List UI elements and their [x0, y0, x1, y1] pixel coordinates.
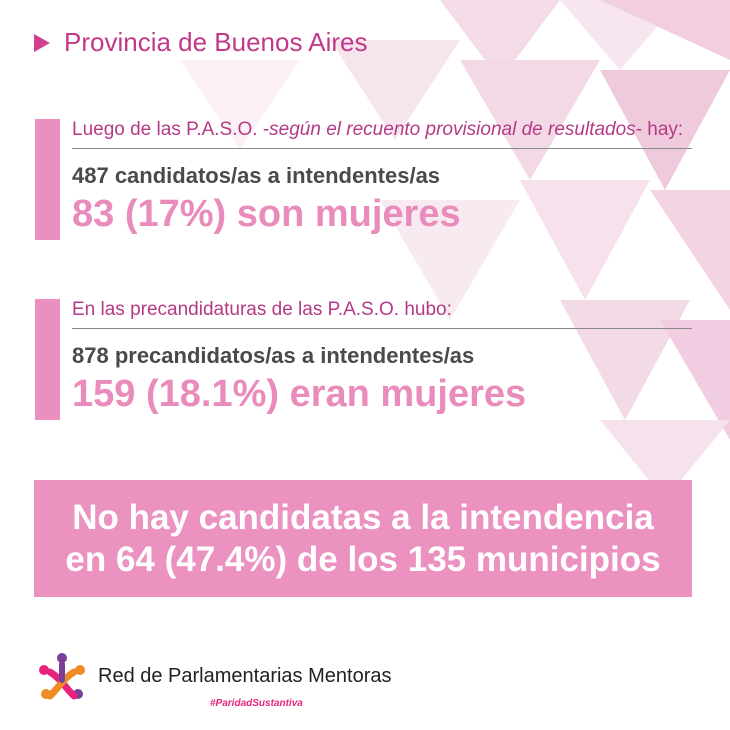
- accent-bar: [35, 299, 60, 420]
- stat-block-results: [35, 119, 695, 240]
- page-header: [34, 27, 368, 58]
- stat-intro: [72, 119, 692, 149]
- stat-intro: En las precandidaturas de las P.A.S.O. hubo:: [72, 299, 692, 329]
- banner-line-1: No hay candidatas a la intendencia: [72, 497, 654, 537]
- organization-name: Red de Parlamentarias Mentoras: [98, 665, 392, 687]
- banner-line-2: en 64 (47.4%) de los 135 municipios: [65, 539, 661, 579]
- municipalities-banner: [34, 480, 692, 597]
- hashtag: #ParidadSustantiva: [210, 698, 303, 709]
- women-share: 159 (18.1%) eran mujeres: [72, 373, 527, 415]
- precandidate-count: 878 precandidatos/as a intendentes/as: [72, 343, 475, 368]
- accent-bar: [35, 119, 60, 240]
- intro-italic-text: según el recuento provisional de resultados: [269, 119, 636, 140]
- candidate-count: 487 candidatos/as a intendentes/as: [72, 163, 441, 188]
- women-share: 83 (17%) son mujeres: [72, 193, 461, 235]
- intro-end-text: - hay:: [635, 119, 684, 140]
- organization-logo-icon: [34, 650, 90, 706]
- intro-text: Luego de las P.A.S.O. -: [72, 119, 270, 140]
- play-arrow-icon: [34, 34, 50, 52]
- page-title: Provincia de Buenos Aires: [64, 27, 368, 57]
- stat-block-precandidates: [35, 299, 695, 420]
